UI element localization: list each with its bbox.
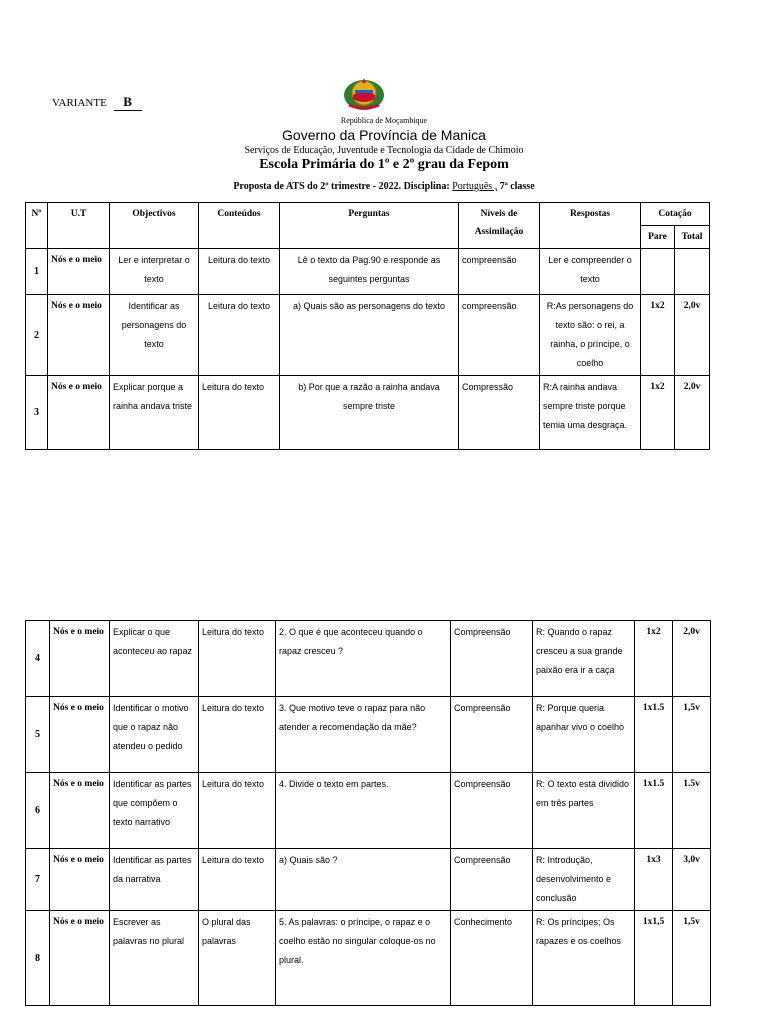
- row-pare: 1x1,5: [635, 911, 673, 1006]
- discipline: Português ,: [452, 181, 498, 192]
- row-level: compreensão: [459, 249, 540, 295]
- table-row: [26, 295, 710, 376]
- table-row: [26, 621, 711, 697]
- row-total: 2,0v: [675, 376, 710, 450]
- services-title: Serviços de Educação, Juventude e Tecnologia da Cidade de Chimoio: [244, 145, 524, 156]
- republic-title: República de Moçambique: [340, 116, 428, 125]
- row-unit: Nós e o meio: [50, 773, 110, 849]
- row-content: O plural das palavras: [199, 911, 276, 1006]
- row-total: 1,5v: [673, 697, 711, 773]
- row-objective: Escrever as palavras no plural: [110, 911, 199, 1006]
- table-row: [26, 697, 711, 773]
- row-pare: 1x2: [635, 621, 673, 697]
- table-row: [26, 911, 711, 1006]
- row-question: a) Quais são ?: [276, 849, 451, 911]
- row-answer: R: O texto está dividido em três partes: [533, 773, 635, 849]
- row-unit: Nós e o meio: [50, 697, 110, 773]
- row-unit: Nós e o meio: [50, 621, 110, 697]
- row-content: Leitura do texto: [199, 849, 276, 911]
- exam-table-page1: [25, 202, 710, 450]
- header-objectivos: Objectivos: [110, 203, 199, 249]
- row-number: 5: [26, 697, 50, 773]
- row-objective: Identificar as personagens do texto: [110, 295, 199, 376]
- row-question: 3. Que motivo teve o rapaz para não atender a recomendação da mãe?: [276, 697, 451, 773]
- row-number: 6: [26, 773, 50, 849]
- row-total: [675, 249, 710, 295]
- header-total: Total: [675, 226, 710, 249]
- table-row: [26, 849, 711, 911]
- row-answer: Ler e compreender o texto: [540, 249, 641, 295]
- table-body-page1: [26, 249, 710, 450]
- row-number: 1: [26, 249, 48, 295]
- row-number: 4: [26, 621, 50, 697]
- row-question: 4. Divide o texto em partes.: [276, 773, 451, 849]
- row-answer: R: Quando o rapaz cresceu a sua grande paixão era ir a caça: [533, 621, 635, 697]
- coat-of-arms-icon: [341, 75, 387, 111]
- row-objective: Explicar o que aconteceu ao rapaz: [110, 621, 199, 697]
- row-unit: Nós e o meio: [48, 376, 110, 450]
- header-conteudos: Conteúdos: [199, 203, 280, 249]
- row-level: compreensão: [459, 295, 540, 376]
- row-number: 3: [26, 376, 48, 450]
- proposal-line: [0, 181, 768, 192]
- row-level: Compreensão: [451, 773, 533, 849]
- row-number: 2: [26, 295, 48, 376]
- header-niveis: Níveis de Assimilação: [459, 203, 540, 249]
- header-cotacao: Cotação: [641, 203, 710, 226]
- row-answer: R:As personagens do texto são: o rei, a rainha, o príncipe, o coelho: [540, 295, 641, 376]
- table-body-page2: [26, 621, 711, 1006]
- row-unit: Nós e o meio: [50, 911, 110, 1006]
- row-total: 1,5v: [673, 911, 711, 1006]
- row-unit: Nós e o meio: [48, 249, 110, 295]
- row-pare: 1x3: [635, 849, 673, 911]
- row-objective: Identificar as partes da narrativa: [110, 849, 199, 911]
- row-total: 3,0v: [673, 849, 711, 911]
- row-objective: Explicar porque a rainha andava triste: [110, 376, 199, 450]
- row-level: Conhecimento: [451, 911, 533, 1006]
- header-pare: Pare: [641, 226, 675, 249]
- row-pare: 1x1.5: [635, 697, 673, 773]
- school-title: Escola Primária do 1º e 2º grau da Fepom: [259, 157, 509, 172]
- row-total: 2,0v: [675, 295, 710, 376]
- row-objective: Identificar o motivo que o rapaz não atendeu o pedido: [110, 697, 199, 773]
- header-n: Nº: [26, 203, 48, 249]
- table-row: [26, 773, 711, 849]
- row-total: 2,0v: [673, 621, 711, 697]
- row-answer: R: Os príncipes; Os rapazes e os coelhos: [533, 911, 635, 1006]
- row-objective: Ler e interpretar o texto: [110, 249, 199, 295]
- grade: 7ª classe: [499, 181, 535, 192]
- header-ut: U.T: [48, 203, 110, 249]
- header-perguntas: Perguntas: [280, 203, 459, 249]
- row-content: Leitura do texto: [199, 697, 276, 773]
- row-content: Leitura do texto: [199, 249, 280, 295]
- row-content: Leitura do texto: [199, 621, 276, 697]
- header-respostas: Respostas: [540, 203, 641, 249]
- row-question: Lê o texto da Pag.90 e responde as seguintes perguntas: [280, 249, 459, 295]
- row-unit: Nós e o meio: [50, 849, 110, 911]
- row-number: 8: [26, 911, 50, 1006]
- row-number: 7: [26, 849, 50, 911]
- variant-label: VARIANTE: [52, 97, 107, 109]
- row-content: Leitura do texto: [199, 773, 276, 849]
- row-content: Leitura do texto: [199, 295, 280, 376]
- table-row: [26, 249, 710, 295]
- row-total: 1.5v: [673, 773, 711, 849]
- row-objective: Identificar as partes que compõem o texto narrativo: [110, 773, 199, 849]
- table-row: [26, 376, 710, 450]
- row-level: Compreensão: [451, 697, 533, 773]
- row-pare: 1x1.5: [635, 773, 673, 849]
- row-answer: R: Porque queria apanhar vivo o coelho: [533, 697, 635, 773]
- row-level: Compressão: [459, 376, 540, 450]
- row-question: 2. O que é que aconteceu quando o rapaz cresceu ?: [276, 621, 451, 697]
- row-content: Leitura do texto: [199, 376, 280, 450]
- government-title: Governo da Província de Manica: [282, 127, 486, 143]
- proposal-prefix: Proposta de ATS do 2º trimestre - 2022. Disciplina:: [233, 181, 450, 192]
- variant-line: [52, 94, 142, 111]
- row-question: 5. As palavras: o príncipe, o rapaz e o coelho estão no singular coloque-os no plural.: [276, 911, 451, 1006]
- row-question: a) Quais são as personagens do texto: [280, 295, 459, 376]
- row-answer: R: Introdução, desenvolvimento e conclusão: [533, 849, 635, 911]
- row-pare: 1x2: [641, 295, 675, 376]
- row-unit: Nós e o meio: [48, 295, 110, 376]
- row-level: Compreensão: [451, 849, 533, 911]
- row-answer: R:A rainha andava sempre triste porque temia uma desgraça.: [540, 376, 641, 450]
- row-level: Compreensão: [451, 621, 533, 697]
- variant-value: B: [114, 94, 142, 111]
- exam-table-page2: [25, 620, 711, 1006]
- row-pare: 1x2: [641, 376, 675, 450]
- row-pare: [641, 249, 675, 295]
- row-question: b) Por que a razão a rainha andava sempre triste: [280, 376, 459, 450]
